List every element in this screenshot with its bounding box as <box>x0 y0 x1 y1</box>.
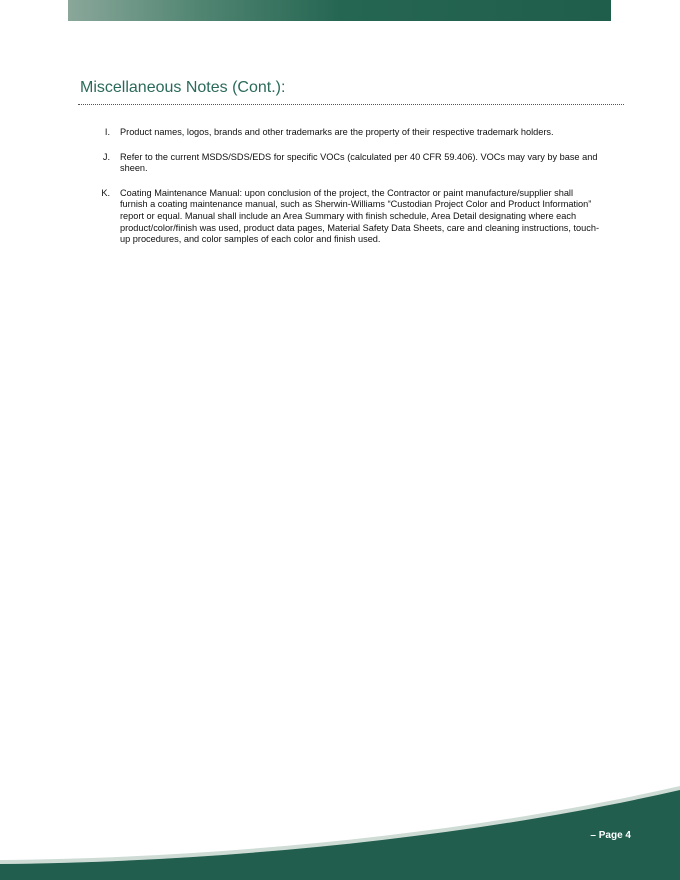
footer-wave-shape <box>0 780 680 880</box>
note-marker: I. <box>104 127 110 137</box>
note-item-k <box>80 188 602 246</box>
note-text: Refer to the current MSDS/SDS/EDS for specific VOCs (calculated per 40 CFR 59.406). VOCs may vary by base and sheen. <box>120 151 598 174</box>
note-item-i <box>80 127 602 139</box>
note-marker: J. <box>102 151 110 162</box>
page-number-label: – Page 4 <box>590 830 631 841</box>
header-decorative-bar <box>68 0 611 21</box>
note-marker: K. <box>101 187 110 198</box>
note-item-j <box>80 152 602 175</box>
footer-wave-fill <box>0 790 680 880</box>
note-text: Coating Maintenance Manual: upon conclusion of the project, the Contractor or paint manufacture/supplier shall furnish a coating maintenance manual, such as Sherwin-Williams “Custodian Project Color and Product Information” report or equal. Manual shall include an Area Summary with finish schedule, Area Detail designating where each product/color/finish was used, product data pages, Material Safety Data Sheets, care and cleaning instructions, touch-up procedures, and color samples of each color and finish used. <box>120 187 600 245</box>
notes-list <box>80 127 602 259</box>
section-title: Miscellaneous Notes (Cont.): <box>80 79 286 96</box>
title-dotted-divider <box>78 104 624 105</box>
note-text: Product names, logos, brands and other trademarks are the property of their respective trademark holders. <box>120 127 554 137</box>
